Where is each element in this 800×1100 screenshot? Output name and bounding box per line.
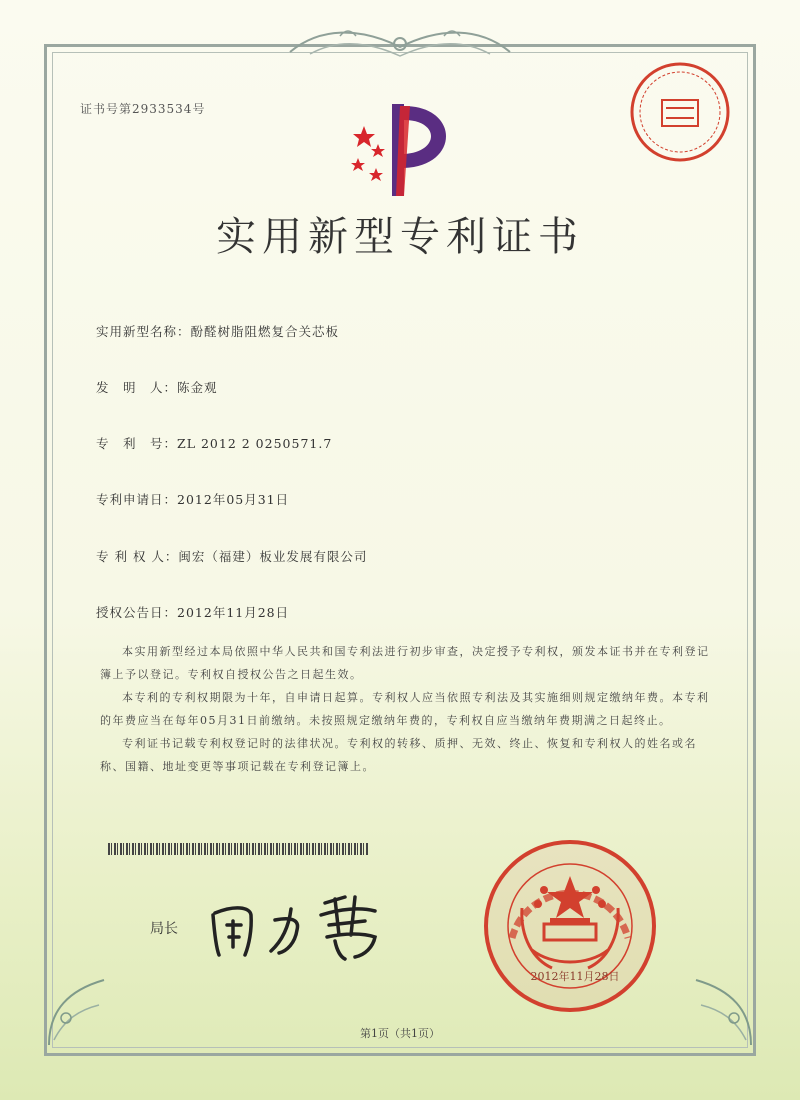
top-floral-ornament — [280, 22, 520, 66]
field-label: 专利申请日： — [96, 492, 178, 507]
field-inventor — [96, 378, 218, 396]
field-grant-date — [96, 603, 289, 621]
page-number: 第1页（共1页） — [360, 1027, 440, 1040]
national-office-seal — [482, 838, 658, 1014]
signature-label: 局长 — [150, 921, 178, 937]
certificate-number: 证书号第2933534号 — [80, 102, 206, 116]
certificate-body — [100, 640, 710, 778]
body-paragraph-3: 专利证书记载专利权登记时的法律状况。专利权的转移、质押、无效、终止、恢复和专利权人的姓名或名称、国籍、地址变更等事项记载在专利登记簿上。 — [100, 737, 697, 773]
certificate-title: 实用新型专利证书 — [216, 214, 584, 260]
field-label: 专 利 权 人： — [96, 549, 179, 564]
field-utility-model-name — [96, 322, 339, 340]
body-paragraph-2: 本专利的专利权期限为十年，自申请日起算。专利权人应当依照专利法及其实施细则规定缴纳年费。本专利的年费应当在每年05月31日前缴纳。未按照规定缴纳年费的，专利权自应当缴纳年费期满之日起终止。 — [100, 691, 710, 727]
body-paragraph-1: 本实用新型经过本局依照中华人民共和国专利法进行初步审查，决定授予专利权，颁发本证书并在专利登记簿上予以登记。专利权自授权公告之日起生效。 — [100, 645, 710, 681]
field-label: 专 利 号： — [96, 436, 178, 451]
field-label: 授权公告日： — [96, 605, 178, 620]
field-patentee — [96, 547, 367, 565]
field-value: 酚醛树脂阻燃复合关芯板 — [190, 324, 340, 339]
field-patent-number — [96, 434, 332, 452]
seal-date: 2012年11月28日 — [530, 970, 620, 983]
field-value: 陈金观 — [177, 380, 218, 395]
field-value: 2012年11月28日 — [177, 605, 290, 620]
field-application-date — [96, 490, 289, 508]
field-value: ZL 2012 2 0250571.7 — [177, 436, 333, 451]
patent-office-logo — [340, 96, 470, 206]
field-label: 实用新型名称： — [96, 324, 191, 339]
field-label: 发 明 人： — [96, 380, 178, 395]
barcode — [108, 843, 368, 855]
small-red-seal — [628, 60, 732, 164]
field-value: 2012年05月31日 — [177, 492, 290, 507]
director-signature — [205, 885, 395, 965]
field-value: 闽宏（福建）板业发展有限公司 — [178, 549, 368, 564]
